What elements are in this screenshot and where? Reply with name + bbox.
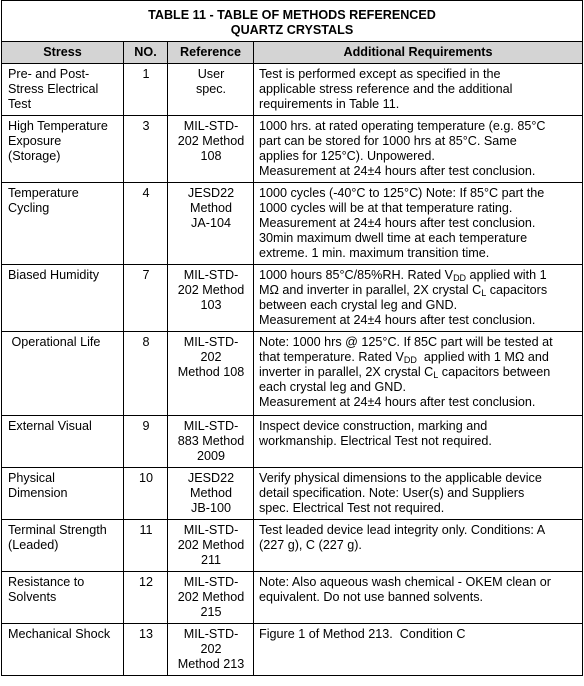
stress-cell [2,332,124,416]
subscript: DD [453,273,467,283]
stress-cell [2,183,124,265]
methods-table [1,0,583,676]
stress-cell [2,416,124,468]
requirements-line: applicable stress reference and the additional [259,82,513,96]
reference-line: spec. [195,82,227,96]
reference-line: MIL-STD- [183,119,239,133]
requirements-cell [254,332,583,416]
stress-line: Temperature [8,186,79,200]
requirements-cell [254,624,583,676]
reference-line: 103 [200,298,222,312]
requirements-line: detail specification. Note: User(s) and Suppliers [259,486,525,500]
reference-line: MIL-STD- [183,419,239,433]
number-cell: 12 [124,572,168,624]
requirements-cell [254,572,583,624]
reference-line: MIL-STD- [183,523,239,537]
stress-line: Cycling [8,201,50,215]
header-additional-requirements: Additional Requirements [254,42,583,64]
number-cell: 7 [124,265,168,332]
stress-line: External Visual [8,419,92,433]
reference-cell [168,64,254,116]
requirements-line [259,268,577,283]
requirements-cell [254,265,583,332]
stress-cell [2,520,124,572]
requirements-line: Inspect device construction, marking and [259,419,488,433]
reference-line: MIL-STD- [183,335,239,349]
requirements-line: Test is performed except as specified in the [259,67,501,81]
requirements-line: applies for 125°C). Unpowered. [259,149,435,163]
number-cell: 11 [124,520,168,572]
reference-line: MIL-STD- [183,627,239,641]
reference-line: 883 Method [177,434,245,448]
number-cell: 4 [124,183,168,265]
reference-line: 202 Method [177,590,245,604]
stress-line: High Temperature [8,119,108,133]
table-title [2,1,583,42]
stress-line: (Storage) [8,149,61,163]
reference-line: 108 [200,149,222,163]
table-row [2,416,583,468]
requirements-line: Measurement at 24±4 hours after test conclusion. [259,395,536,409]
header-no: NO. [124,42,168,64]
requirements-line [259,283,577,298]
table-title-line-1: TABLE 11 - TABLE OF METHODS REFERENCED [148,8,436,22]
requirements-line: requirements in Table 11. [259,97,400,111]
requirements-line: Measurement at 24±4 hours after test conclusion. [259,164,536,178]
requirements-text: that temperature. Rated V [259,350,404,364]
methods-table-container [1,0,582,676]
number-cell: 3 [124,116,168,183]
requirements-text: 1000 hours 85°C/85%RH. Rated V [259,268,454,282]
stress-line: Mechanical Shock [8,627,111,641]
table-row [2,468,583,520]
requirements-line: each crystal leg and GND. [259,380,406,394]
requirements-text: capacitors between [438,365,551,379]
stress-cell [2,572,124,624]
requirements-text: applied with 1 MΩ and [416,350,549,364]
reference-line: JESD22 [187,471,235,485]
requirements-cell [254,183,583,265]
stress-line: Biased Humidity [8,268,99,282]
subscript: DD [403,355,417,365]
table-title-line-2: QUARTZ CRYSTALS [230,23,354,37]
reference-cell [168,183,254,265]
stress-line: Dimension [8,486,68,500]
reference-cell [168,520,254,572]
reference-line: User [197,67,225,81]
stress-line: Test [8,97,32,111]
reference-line: Method [189,201,232,215]
requirements-line: workmanship. Electrical Test not required. [259,434,492,448]
stress-line: Exposure [8,134,62,148]
number-cell: 9 [124,416,168,468]
requirements-line: Note: Also aqueous wash chemical - OKEM clean or [259,575,551,589]
requirements-line: Figure 1 of Method 213. Condition C [259,627,466,641]
requirements-line: (227 g), C (227 g). [259,538,362,552]
stress-line: Solvents [8,590,57,604]
stress-cell [2,624,124,676]
table-row [2,520,583,572]
table-row [2,64,583,116]
stress-line: Operational Life [8,335,101,349]
requirements-text: capacitors [486,283,548,297]
reference-cell [168,468,254,520]
header-row [2,42,583,64]
header-reference: Reference [168,42,254,64]
requirements-line: Test leaded device lead integrity only. Conditions: A [259,523,546,537]
header-stress: Stress [2,42,124,64]
reference-line: MIL-STD- [183,268,239,282]
reference-line: 211 [200,553,222,567]
stress-line: Physical [8,471,55,485]
stress-cell [2,64,124,116]
stress-line: Terminal Strength [8,523,107,537]
stress-cell [2,265,124,332]
number-cell: 1 [124,64,168,116]
requirements-line: Measurement at 24±4 hours after test conclusion. [259,313,536,327]
reference-line: MIL-STD- [183,575,239,589]
stress-line: Stress Electrical [8,82,99,96]
reference-cell [168,332,254,416]
reference-line: JESD22 [187,186,235,200]
requirements-line: extreme. 1 min. maximum transition time. [259,246,490,260]
requirements-cell [254,64,583,116]
requirements-line: Note: 1000 hrs @ 125°C. If 85C part will be tested at [259,335,553,349]
requirements-line: spec. Electrical Test not required. [259,501,445,515]
reference-line: 202 Method [177,283,245,297]
number-cell: 13 [124,624,168,676]
table-row [2,265,583,332]
reference-cell [168,572,254,624]
reference-line: JA-104 [191,216,231,230]
reference-line: Method 213 [177,657,245,671]
reference-cell [168,416,254,468]
number-cell: 8 [124,332,168,416]
number-cell: 10 [124,468,168,520]
reference-line: 2009 [196,449,226,463]
requirements-cell [254,468,583,520]
stress-cell [2,116,124,183]
requirements-text: applied with 1 [466,268,547,282]
reference-line: 202 [200,350,222,364]
stress-cell [2,468,124,520]
table-row [2,332,583,416]
title-row [2,1,583,42]
requirements-line: 1000 cycles (-40°C to 125°C) Note: If 85°C part the [259,186,545,200]
reference-line: Method 108 [177,365,245,379]
requirements-text: MΩ and inverter in parallel, 2X crystal C [259,283,482,297]
table-row [2,183,583,265]
requirements-line: Verify physical dimensions to the applicable device [259,471,542,485]
reference-line: Method [189,486,232,500]
reference-line: 202 Method [177,134,245,148]
stress-line: Pre- and Post- [8,67,90,81]
requirements-cell [254,416,583,468]
requirements-line: Measurement at 24±4 hours after test conclusion. [259,216,536,230]
requirements-line: 30min maximum dwell time at each temperature [259,231,528,245]
reference-cell [168,624,254,676]
subscript: L [481,288,487,298]
requirements-cell [254,520,583,572]
requirements-text: inverter in parallel, 2X crystal C [259,365,434,379]
table-row [2,116,583,183]
reference-cell [168,116,254,183]
stress-line: Resistance to [8,575,85,589]
requirements-line: part can be stored for 1000 hrs at 85°C. Same [259,134,517,148]
stress-line: (Leaded) [8,538,59,552]
reference-line: 202 Method [177,538,245,552]
requirements-cell [254,116,583,183]
requirements-line: 1000 cycles will be at that temperature rating. [259,201,513,215]
subscript: L [433,370,439,380]
requirements-line: equivalent. Do not use banned solvents. [259,590,484,604]
reference-line: 202 [200,642,222,656]
reference-line: 215 [200,605,222,619]
table-row [2,624,583,676]
requirements-line: between each crystal leg and GND. [259,298,458,312]
table-row [2,572,583,624]
requirements-line [259,350,577,365]
requirements-line [259,365,577,380]
reference-cell [168,265,254,332]
requirements-line: 1000 hrs. at rated operating temperature (e.g. 85°C [259,119,546,133]
reference-line: JB-100 [191,501,231,515]
